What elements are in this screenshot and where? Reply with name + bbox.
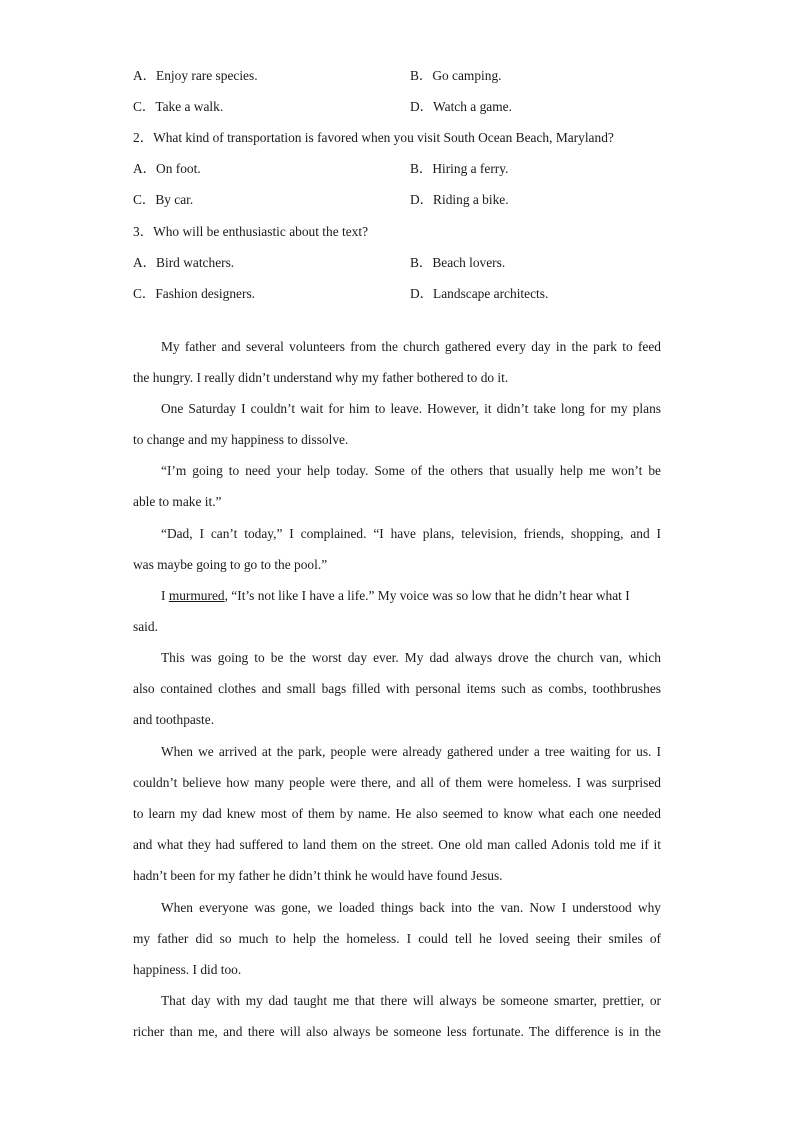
q2-option-b: B．Hiring a ferry. xyxy=(410,161,509,176)
q1-option-c: C．Take a walk. xyxy=(133,99,224,114)
q3-stem: 3．Who will be enthusiastic about the text? xyxy=(133,224,369,239)
passage-p8-line2: my father did so much to help the homeless. I could tell he loved seeing their smiles of xyxy=(133,931,661,946)
passage-p4-line1: “Dad, I can’t today,” I complained. “I have plans, television, friends, shopping, and I xyxy=(161,526,661,541)
passage-p6-line1: This was going to be the worst day ever. My dad always drove the church van, which xyxy=(161,650,661,665)
q2-option-a: A．On foot. xyxy=(133,161,201,176)
passage-p3-line1: “I’m going to need your help today. Some of the others that usually help me won’t be xyxy=(161,463,661,478)
passage-p5-line1 xyxy=(133,588,661,604)
passage-p3-line2: able to make it.” xyxy=(133,494,222,509)
passage-p1-line2: the hungry. I really didn’t understand why my father bothered to do it. xyxy=(133,370,509,385)
q3-option-a: A．Bird watchers. xyxy=(133,255,235,270)
passage-p1-line1: My father and several volunteers from the church gathered every day in the park to feed xyxy=(161,339,661,354)
passage-p7-line3: to learn my dad knew most of them by name. He also seemed to know what each one needed xyxy=(133,806,661,821)
passage-p9-line2: richer than me, and there will also always be someone less fortunate. The difference is in the xyxy=(133,1024,661,1039)
passage-p2-line2: to change and my happiness to dissolve. xyxy=(133,432,349,447)
passage-p4-line2: was maybe going to go to the pool.” xyxy=(133,557,328,572)
passage-p5-pre: I xyxy=(161,588,169,603)
passage-p7-line4: and what they had suffered to land them on the street. One old man called Adonis told me if it xyxy=(133,837,661,852)
passage-p5-post: , “It’s not like I have a life.” My voice was so low that he didn’t hear what I xyxy=(224,588,630,603)
passage-p8-line1: When everyone was gone, we loaded things back into the van. Now I understood why xyxy=(161,900,661,915)
passage-p2-line1: One Saturday I couldn’t wait for him to leave. However, it didn’t take long for my plans xyxy=(161,401,661,416)
q3-option-c: C．Fashion designers. xyxy=(133,286,255,301)
q3-option-b: B．Beach lovers. xyxy=(410,255,506,270)
passage-p9-line1: That day with my dad taught me that there will always be someone smarter, prettier, or xyxy=(161,993,661,1008)
q2-stem: 2．What kind of transportation is favored when you visit South Ocean Beach, Maryland? xyxy=(133,130,614,145)
passage-p5-line2: said. xyxy=(133,619,158,634)
q3-option-d: D．Landscape architects. xyxy=(410,286,549,301)
passage-p7-line2: couldn’t believe how many people were there, and all of them were homeless. I was surprised xyxy=(133,775,661,790)
passage-p6-line3: and toothpaste. xyxy=(133,712,215,727)
passage-p7-line5: hadn’t been for my father he didn’t think he would have found Jesus. xyxy=(133,868,503,883)
passage-p6-line2: also contained clothes and small bags filled with personal items such as combs, toothbrushes xyxy=(133,681,661,696)
q2-option-d: D．Riding a bike. xyxy=(410,192,509,207)
q1-option-a: A．Enjoy rare species. xyxy=(133,68,258,83)
underlined-word: murmured xyxy=(168,588,225,603)
passage-p8-line3: happiness. I did too. xyxy=(133,962,242,977)
q1-option-b: B．Go camping. xyxy=(410,68,502,83)
passage-p7-line1: When we arrived at the park, people were already gathered under a tree waiting for us. I xyxy=(161,744,661,759)
q2-option-c: C．By car. xyxy=(133,192,194,207)
q1-option-d: D．Watch a game. xyxy=(410,99,512,114)
